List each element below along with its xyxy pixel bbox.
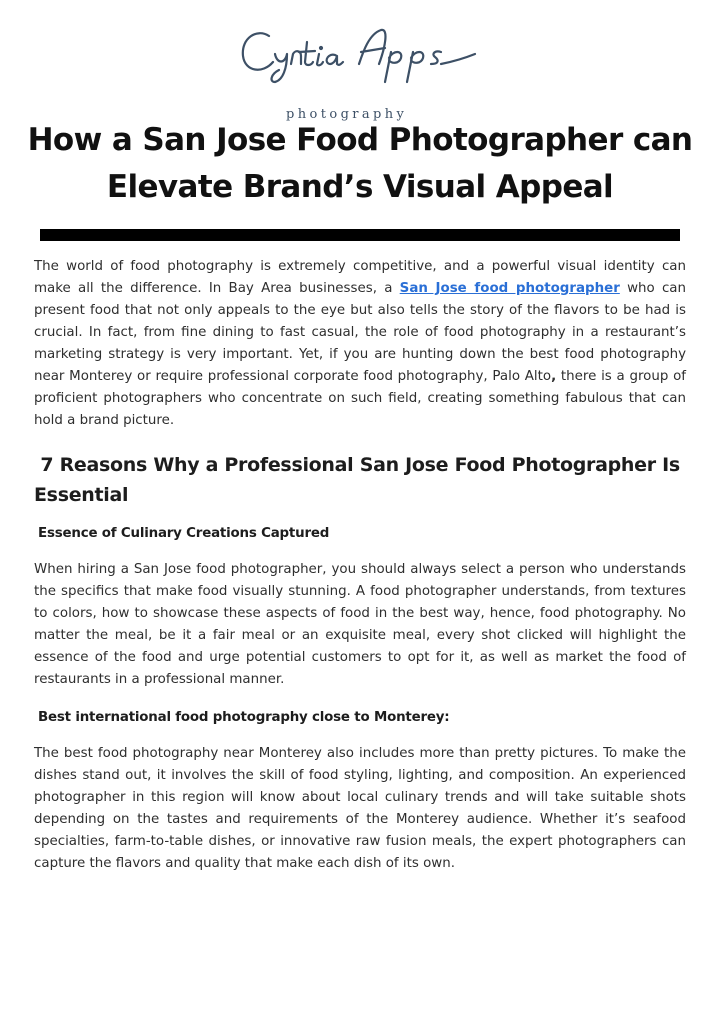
intro-paragraph [34, 256, 686, 432]
section-heading-text: 7 Reasons Why a Professional San Jose Food Photographer Is Essential [34, 454, 680, 506]
intro-text-end: there is a group of proficient photographers who concentrate on such field, creating something fabulous that can hold a brand picture. [34, 369, 686, 428]
subheading-culinary-essence: Essence of Culinary Creations Captured [38, 526, 330, 541]
culinary-essence-paragraph: When hiring a San Jose food photographer, you should always select a person who understands the specifics that make food visually stunning. A food photographer understands, from textures to colors, how to showcase these aspects of food in the best way, hence, food photography. No matter the meal, be it a fair meal or an exquisite meal, every shot clicked will highlight the essence of the food and urge potential customers to opt for it, as well as market the food of restaurants in a professional manner. [34, 562, 686, 687]
monterey-paragraph: The best food photography near Monterey also includes more than pretty pictures. To make the dishes stand out, it involves the skill of food styling, lighting, and composition. An experienced photographer in this region will know about local culinary trends and will take suitable shots depending on the tastes and requirements of the Monterey audience. Whether it’s seafood specialties, farm-to-table dishes, or innovative raw fusion meals, the expert photographers can capture the flavors and quality that make each dish of its own. [34, 746, 686, 871]
section-heading [34, 450, 686, 510]
intro-text-middle: who can present food that not only appeals to the eye but also tells the story of the flavors to be had is crucial. In fact, from fine dining to fast casual, the role of food photography in a restaurant’s marketing strategy is very important. Yet, if you are hunting down the best food photography near Monterey or require professional corporate food photography, Palo Alto [34, 281, 687, 384]
san-jose-food-photographer-link[interactable]: San Jose food photographer [399, 281, 620, 296]
title-divider [40, 229, 680, 241]
intro-comma: , [551, 369, 557, 384]
subheading-monterey: Best international food photography close to Monterey: [38, 710, 450, 725]
page-title: How a San Jose Food Photographer can Elevate Brand’s Visual Appeal [27, 122, 693, 205]
logo-subtitle: photography [286, 107, 408, 122]
intro-text-start: The world of food photography is extremely competitive, and a powerful visual identity can make all the difference. In Bay Area businesses, a [34, 259, 686, 296]
logo-wordmark-graphic [235, 24, 485, 86]
brand-logo [0, 24, 720, 122]
